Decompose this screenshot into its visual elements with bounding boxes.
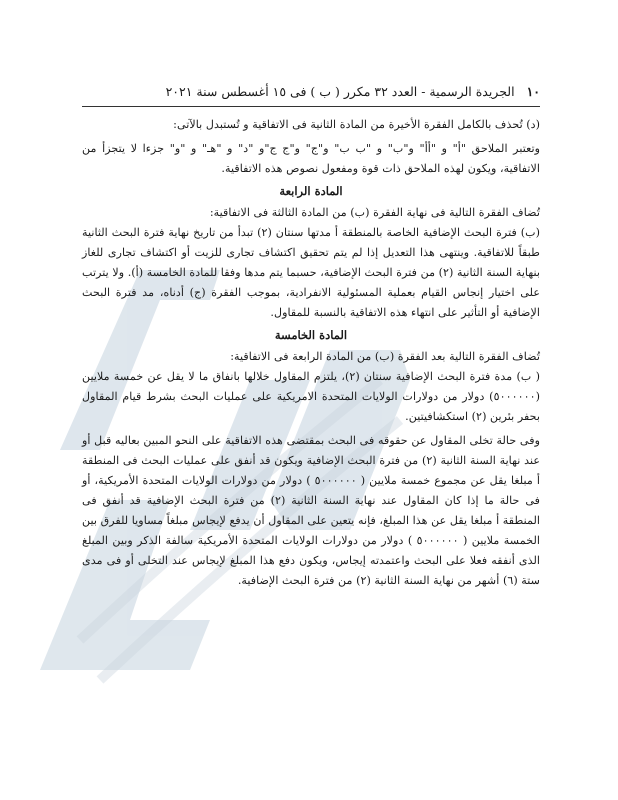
article-4-intro: تُضاف الفقرة التالية فى نهاية الفقرة (ب) من المادة الثالثة فى الاتفاقية:: [209, 206, 540, 219]
article-5-title: المادة الخامسة: [274, 328, 348, 342]
article-5-paragraph-1: ( ب) مدة فترة البحث الإضافية سنتان (٢)، يلتزم المقاول خلالها بانفاق ما لا يقل عن خمسة ملايين (٥٠٠٠٠٠٠) دولار من دولارات الولايات المتحدة الامريكية على عمليات البحث بشرط قيام المقاول بحفر بئرين (٢) استكشافيتين.: [82, 370, 540, 423]
article-5-paragraph-2: وفى حالة تخلى المقاول عن حقوقه فى البحث بمقتضى هذه الاتفاقية على النحو المبين بعاليه قبل أو عند نهاية السنة الثانية (٢) من فترة البحث الإضافية ويكون قد أنفق على عمليات البحث فى المنطقة أ مبلغا يقل عن مجموع خمسة ملايين ( ٥٠٠٠٠٠٠ ) دولار من دولارات الولايات المتحدة الأمريكية، أو فى حالة ما إذا كان المقاول عند نهاية السنة الثانية (٢) من فترة البحث الإضافية قد أنفق فى المنطقة أ مبلغا يقل عن هذا المبلغ، فإنه يتعين على المقاول أن يدفع لإيجاس مبلغاً مساويا للفرق بين الخمسة ملايين ( ٥٠٠٠٠٠٠ ) دولار من دولارات الولايات المتحدة الأمريكية سالفة الذكر وبين المبلغ الذى أنفقه فعلا على البحث واعتمدته إيجاس، ويكون دفع هذا المبلغ لإيجاس عند التخلى أو فى مدى ستة (٦) أشهر من نهاية السنة الثانية (٢) من فترة البحث الإضافية.: [82, 434, 541, 587]
clause-d-paragraph: وتعتبر الملاحق "أ" و "أأ" و"ب" و "ب ب" و"ج" و"ج ج"و "د" و "هـ" و "و" جزءا لا يتجزأ من الاتفاقية، ويكون لهذه الملاحق ذات قوة ومفعول نصوص هذه الاتفاقية.: [82, 142, 540, 175]
article-4-title: المادة الرابعة: [279, 184, 343, 198]
article-5-intro: تُضاف الفقرة التالية بعد الفقرة (ب) من المادة الرابعة فى الاتفاقية:: [230, 350, 540, 363]
clause-d-heading: (د) تُحذف بالكامل الفقرة الأخيرة من المادة الثانية فى الاتفاقية و تُستبدل بالآتى:: [173, 118, 540, 131]
article-4-paragraph: (ب) فترة البحث الإضافية الخاصة بالمنطقة أ مدتها سنتان (٢) تبدأ من تاريخ نهاية فترة البحث الثانية طبقاً للاتفاقية. وينتهى هذا التعديل إذا لم يتم تحقيق اكتشاف تجارى للزيت أو اكتشاف تجارى للغاز بنهاية السنة الثانية (٢) من فترة البحث الإضافية، حسبما يتم مدها وفقا للمادة الخامسة (أ). ولا يترتب على اختيار إنجاس القيام بعملية المسئولية الانفرادية، بموجب الفقرة (ج) أدناه، مد فترة البحث الإضافية أو التأثير على انتهاء هذه الاتفاقية بالنسبة للمقاول.: [82, 226, 541, 319]
document-page: [82, 80, 540, 591]
page-number: ١٠: [526, 83, 540, 99]
header-title: الجريدة الرسمية - العدد ٣٢ مكرر ( ب ) فى ١٥ أغسطس سنة ٢٠٢١: [165, 83, 515, 99]
page-header: [82, 80, 540, 107]
